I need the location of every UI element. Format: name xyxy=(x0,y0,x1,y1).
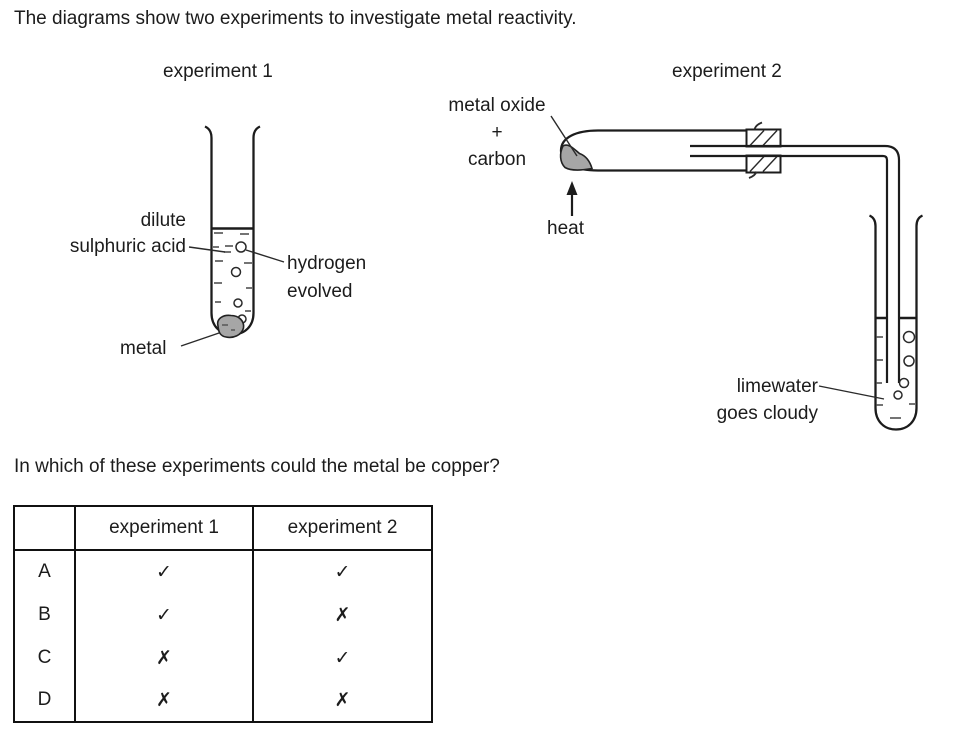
table-row-option-a xyxy=(14,550,432,593)
option-c-experiment1-mark: ✗ xyxy=(75,636,253,679)
option-letter-d: D xyxy=(37,689,52,710)
option-letter-a: A xyxy=(38,561,51,582)
header-blank-cell xyxy=(14,506,75,550)
experiment2-heading: experiment 2 xyxy=(672,61,782,82)
acid-leader-line xyxy=(189,247,225,252)
carbon-dioxide-bubbles xyxy=(894,332,915,400)
hydrogen-leader-line xyxy=(246,250,284,262)
question-text: In which of these experiments could the metal be copper? xyxy=(14,456,500,477)
limewater-goes-cloudy-label: limewater goes cloudy xyxy=(716,376,818,424)
metal-label: metal xyxy=(120,338,167,359)
metal-oxide-carbon-label: metal oxide + carbon xyxy=(448,95,546,170)
metal-oxide-carbon-sample xyxy=(561,145,592,170)
option-d-experiment2-mark: ✗ xyxy=(253,679,432,722)
limewater-texture-dashes xyxy=(876,337,915,418)
table-row-option-c xyxy=(14,636,432,679)
dilute-sulphuric-acid-label: dilute sulphuric acid xyxy=(69,210,186,257)
bung xyxy=(747,123,781,179)
experiment2-heated-tube xyxy=(561,123,899,384)
table-row-option-d xyxy=(14,679,432,722)
option-b-experiment2-mark: ✗ xyxy=(253,593,432,636)
metal-leader-line xyxy=(181,333,219,346)
bung-hatching xyxy=(750,131,777,172)
hydrogen-evolved-label: hydrogen evolved xyxy=(287,253,367,302)
header-experiment1: experiment 1 xyxy=(75,506,253,550)
answer-table xyxy=(13,505,433,723)
hydrogen-bubbles xyxy=(232,242,247,323)
intro-text: The diagrams show two experiments to investigate metal reactivity. xyxy=(14,8,577,29)
experiment1-heading: experiment 1 xyxy=(163,61,273,82)
heat-label: heat xyxy=(547,218,584,239)
heat-arrow xyxy=(567,181,578,216)
option-letter-b: B xyxy=(38,603,51,625)
option-a-experiment1-mark: ✓ xyxy=(75,550,253,593)
limewater-leader-line xyxy=(819,386,884,399)
metal-sample xyxy=(218,315,244,337)
option-a-experiment2-mark: ✓ xyxy=(253,550,432,593)
experiment1-test-tube xyxy=(205,127,260,338)
option-b-experiment1-mark: ✓ xyxy=(75,593,253,636)
answer-table-header-row xyxy=(14,506,432,550)
header-experiment2: experiment 2 xyxy=(253,506,432,550)
table-row-option-b xyxy=(14,593,432,636)
option-d-experiment1-mark: ✗ xyxy=(75,679,253,722)
option-c-experiment2-mark: ✓ xyxy=(253,636,432,679)
option-letter-c: C xyxy=(37,646,52,668)
delivery-tube xyxy=(690,146,899,383)
